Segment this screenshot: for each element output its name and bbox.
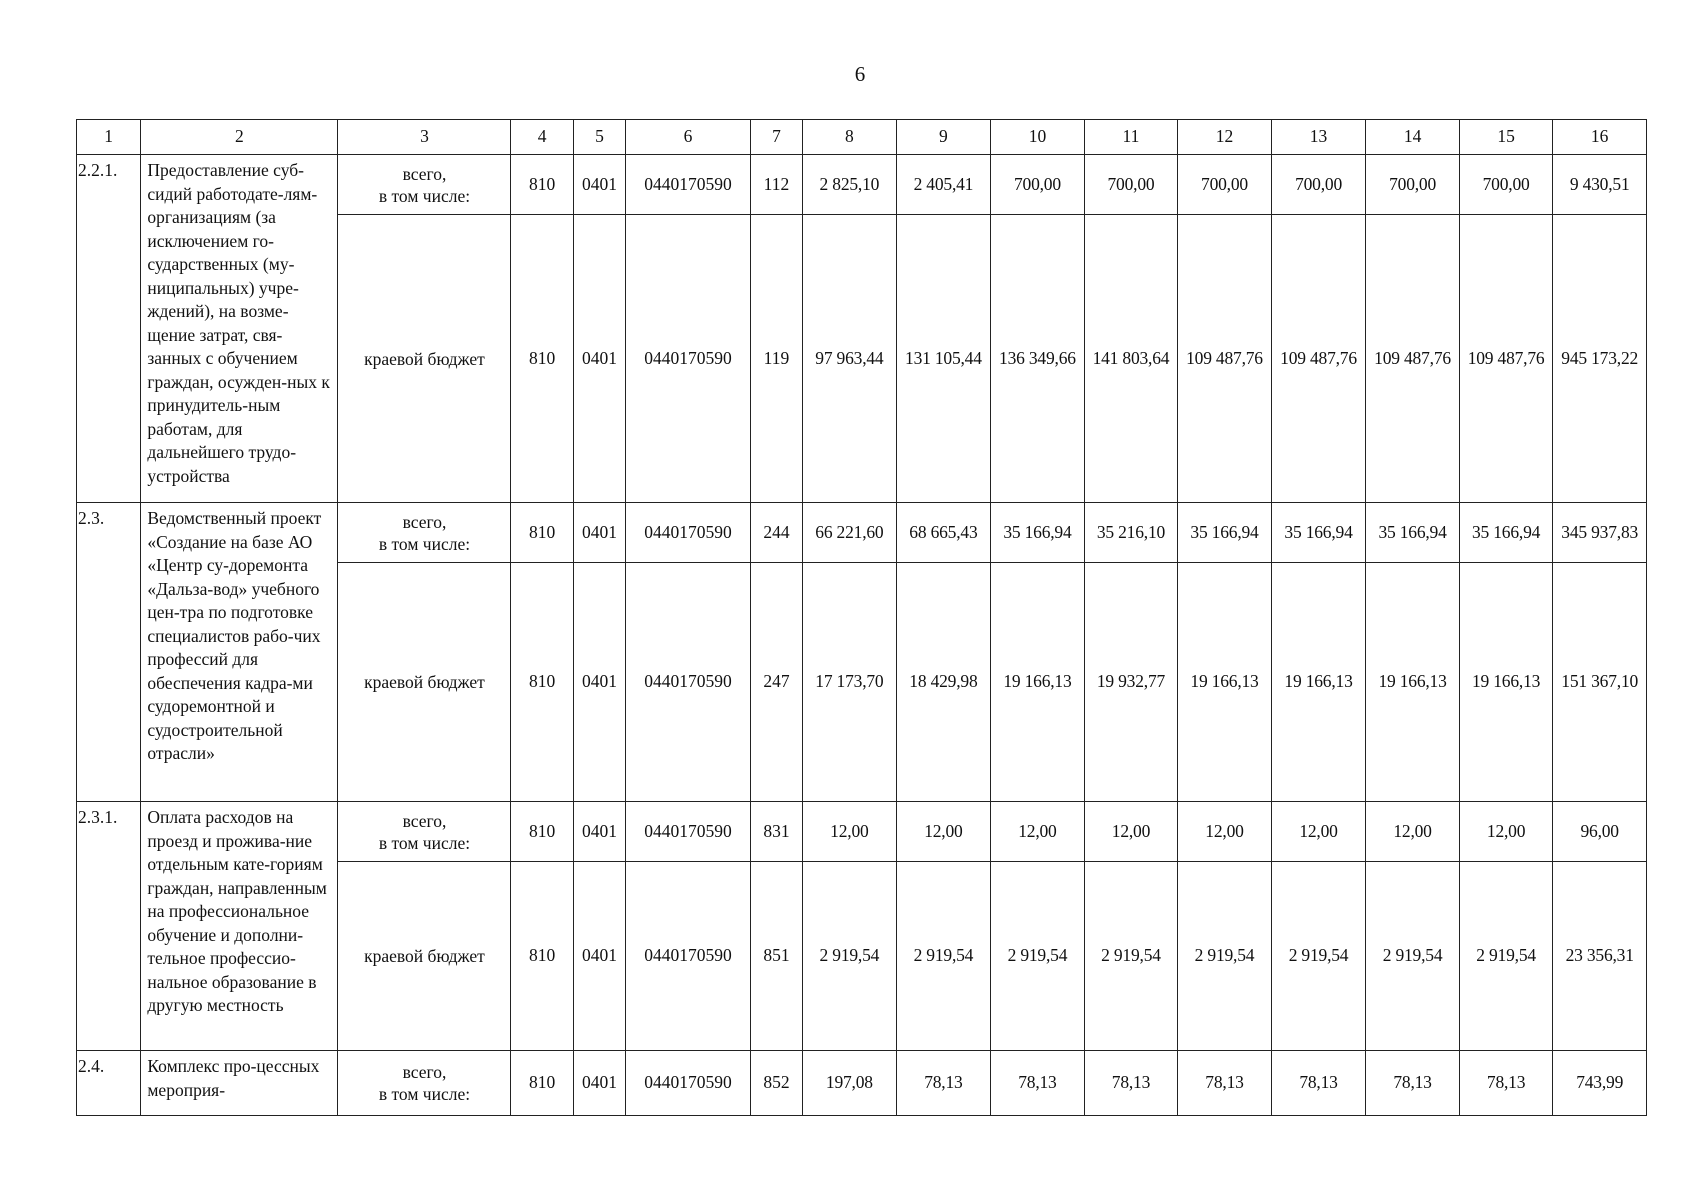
funding-source [338, 155, 511, 215]
item-name: Предоставление суб-сидий работодате-лям-организациям (за исключением го-сударственных (му-ниципальных) учре-ждений), на возме-щение затрат, свя-занных с обучением граждан, осужден-ных к принудитель-ным работам, для дальнейшего трудо-устройства [141, 155, 338, 503]
funding-source-line: в том числе: [378, 832, 471, 853]
amount-cell: 109 487,76 [1271, 215, 1366, 503]
amount-cell: 131 105,44 [896, 215, 991, 503]
funding-source [338, 563, 511, 802]
grbs-code: 810 [511, 155, 573, 215]
item-name: Комплекс про-цессных мероприя- [141, 1051, 338, 1116]
amount-cell: 78,13 [1366, 1051, 1460, 1116]
amount-cell: 78,13 [991, 1051, 1085, 1116]
funding-source [338, 503, 511, 563]
amount-cell: 35 166,94 [1271, 503, 1366, 563]
funding-source-line: краевой бюджет [364, 348, 485, 369]
amount-cell: 700,00 [1366, 155, 1460, 215]
amount-cell: 35 166,94 [1459, 503, 1553, 563]
rzpr-code: 0401 [573, 563, 625, 802]
amount-cell: 2 919,54 [1459, 862, 1553, 1051]
csr-code: 0440170590 [626, 155, 751, 215]
header-cell: 12 [1178, 120, 1272, 155]
header-cell: 6 [626, 120, 751, 155]
grbs-code: 810 [511, 563, 573, 802]
funding-source-line: в том числе: [378, 185, 471, 206]
grbs-code: 810 [511, 503, 573, 563]
amount-cell: 109 487,76 [1178, 215, 1272, 503]
amount-cell: 2 405,41 [896, 155, 991, 215]
table-row [77, 503, 1647, 563]
header-cell: 11 [1084, 120, 1178, 155]
header-cell: 13 [1271, 120, 1366, 155]
amount-cell: 78,13 [896, 1051, 991, 1116]
funding-source-line: краевой бюджет [364, 672, 485, 692]
amount-cell: 945 173,22 [1553, 215, 1647, 503]
header-cell: 14 [1366, 120, 1460, 155]
header-cell: 10 [991, 120, 1085, 155]
rzpr-code: 0401 [573, 155, 625, 215]
amount-cell: 700,00 [1271, 155, 1366, 215]
amount-cell: 35 166,94 [1178, 503, 1272, 563]
header-cell: 16 [1553, 120, 1647, 155]
amount-cell: 96,00 [1553, 802, 1647, 862]
amount-cell: 19 166,13 [991, 563, 1085, 802]
amount-cell: 136 349,66 [991, 215, 1085, 503]
amount-cell: 12,00 [803, 802, 897, 862]
amount-cell: 141 803,64 [1084, 215, 1178, 503]
header-cell: 1 [77, 120, 141, 155]
amount-cell: 78,13 [1459, 1051, 1553, 1116]
amount-cell: 109 487,76 [1459, 215, 1553, 503]
amount-cell: 2 919,54 [803, 862, 897, 1051]
amount-cell: 2 919,54 [991, 862, 1085, 1051]
amount-cell: 2 825,10 [803, 155, 897, 215]
funding-source-line: всего, [402, 163, 447, 184]
funding-source-line: краевой бюджет [364, 946, 485, 966]
funding-source-line: в том числе: [378, 1084, 471, 1104]
amount-cell: 19 932,77 [1084, 563, 1178, 802]
grbs-code: 810 [511, 802, 573, 862]
amount-cell: 109 487,76 [1366, 215, 1460, 503]
amount-cell: 78,13 [1271, 1051, 1366, 1116]
amount-cell: 2 919,54 [1084, 862, 1178, 1051]
amount-cell: 35 166,94 [991, 503, 1085, 563]
funding-source [338, 215, 511, 503]
table-row [77, 1051, 1647, 1116]
funding-source [338, 802, 511, 862]
item-number: 2.4. [77, 1051, 141, 1116]
budget-table [76, 119, 1647, 1116]
item-name: Ведомственный проект «Создание на базе АО «Центр су-доремонта «Дальза-вод» учебного цен-тра по подготовке специалистов рабо-чих профессий для обеспечения кадра-ми судоремонтной и судостроительной отрасли» [141, 503, 338, 802]
vr-code: 244 [750, 503, 802, 563]
amount-cell: 12,00 [1366, 802, 1460, 862]
csr-code: 0440170590 [626, 563, 751, 802]
vr-code: 852 [750, 1051, 802, 1116]
rzpr-code: 0401 [573, 215, 625, 503]
amount-cell: 17 173,70 [803, 563, 897, 802]
vr-code: 851 [750, 862, 802, 1051]
vr-code: 831 [750, 802, 802, 862]
amount-cell: 12,00 [1084, 802, 1178, 862]
amount-cell: 12,00 [1459, 802, 1553, 862]
header-row [77, 120, 1647, 155]
grbs-code: 810 [511, 215, 573, 503]
header-cell: 4 [511, 120, 573, 155]
amount-cell: 12,00 [1178, 802, 1272, 862]
amount-cell: 18 429,98 [896, 563, 991, 802]
amount-cell: 2 919,54 [1271, 862, 1366, 1051]
amount-cell: 12,00 [896, 802, 991, 862]
csr-code: 0440170590 [626, 503, 751, 563]
header-cell: 9 [896, 120, 991, 155]
amount-cell: 35 216,10 [1084, 503, 1178, 563]
rzpr-code: 0401 [573, 503, 625, 563]
item-name: Оплата расходов на проезд и прожива-ние отдельным кате-гориям граждан, направленным на профессиональное обучение и дополни-тельное профессио-нальное образование в другую местность [141, 802, 338, 1051]
amount-cell: 66 221,60 [803, 503, 897, 563]
funding-source-line: всего, [402, 511, 447, 532]
amount-cell: 197,08 [803, 1051, 897, 1116]
item-number: 2.2.1. [77, 155, 141, 503]
amount-cell: 9 430,51 [1553, 155, 1647, 215]
grbs-code: 810 [511, 862, 573, 1051]
rzpr-code: 0401 [573, 1051, 625, 1116]
amount-cell: 19 166,13 [1366, 563, 1460, 802]
amount-cell: 23 356,31 [1553, 862, 1647, 1051]
amount-cell: 2 919,54 [1178, 862, 1272, 1051]
amount-cell: 19 166,13 [1459, 563, 1553, 802]
amount-cell: 68 665,43 [896, 503, 991, 563]
amount-cell: 78,13 [1084, 1051, 1178, 1116]
funding-source [338, 1051, 511, 1116]
amount-cell: 97 963,44 [803, 215, 897, 503]
vr-code: 112 [750, 155, 802, 215]
csr-code: 0440170590 [626, 862, 751, 1051]
amount-cell: 700,00 [1084, 155, 1178, 215]
page-number: 6 [854, 62, 866, 86]
header-cell: 15 [1459, 120, 1553, 155]
amount-cell: 19 166,13 [1178, 563, 1272, 802]
header-cell: 5 [573, 120, 625, 155]
funding-source-line: в том числе: [378, 533, 471, 554]
item-number: 2.3. [77, 503, 141, 802]
vr-code: 247 [750, 563, 802, 802]
table-body [77, 120, 1647, 1116]
funding-source-line: всего, [402, 810, 447, 831]
amount-cell: 345 937,83 [1553, 503, 1647, 563]
rzpr-code: 0401 [573, 862, 625, 1051]
csr-code: 0440170590 [626, 802, 751, 862]
csr-code: 0440170590 [626, 215, 751, 503]
header-cell: 8 [803, 120, 897, 155]
amount-cell: 151 367,10 [1553, 563, 1647, 802]
amount-cell: 700,00 [991, 155, 1085, 215]
amount-cell: 700,00 [1459, 155, 1553, 215]
amount-cell: 2 919,54 [896, 862, 991, 1051]
amount-cell: 743,99 [1553, 1051, 1647, 1116]
amount-cell: 19 166,13 [1271, 563, 1366, 802]
grbs-code: 810 [511, 1051, 573, 1116]
rzpr-code: 0401 [573, 802, 625, 862]
amount-cell: 35 166,94 [1366, 503, 1460, 563]
csr-code: 0440170590 [626, 1051, 751, 1116]
amount-cell: 700,00 [1178, 155, 1272, 215]
header-cell: 2 [141, 120, 338, 155]
vr-code: 119 [750, 215, 802, 503]
amount-cell: 12,00 [991, 802, 1085, 862]
table-row [77, 802, 1647, 862]
amount-cell: 78,13 [1178, 1051, 1272, 1116]
amount-cell: 2 919,54 [1366, 862, 1460, 1051]
header-cell: 7 [750, 120, 802, 155]
table-row [77, 155, 1647, 215]
header-cell: 3 [338, 120, 511, 155]
funding-source [338, 862, 511, 1051]
amount-cell: 12,00 [1271, 802, 1366, 862]
item-number: 2.3.1. [77, 802, 141, 1051]
funding-source-line: всего, [402, 1062, 447, 1082]
